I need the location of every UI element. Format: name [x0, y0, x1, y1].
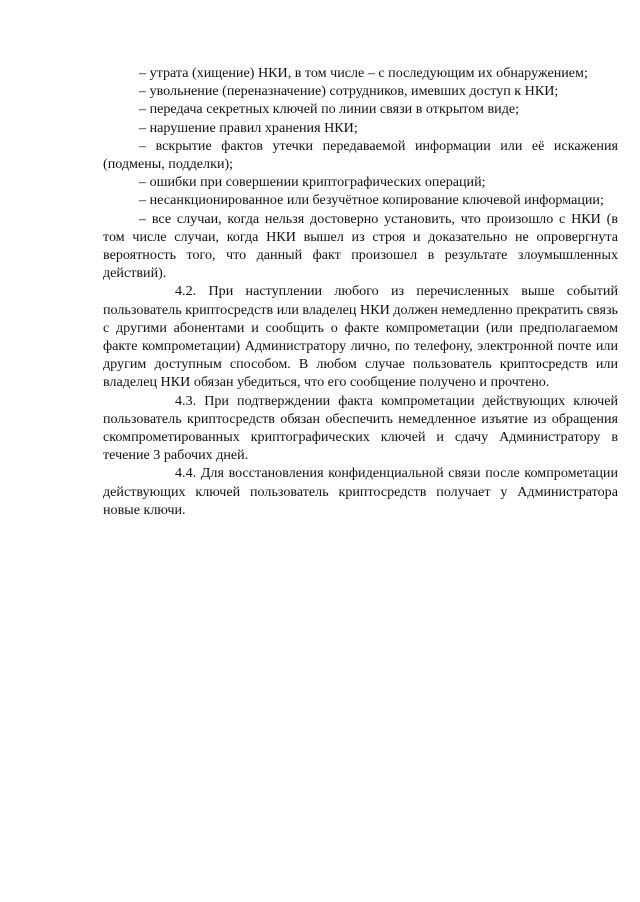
compromise-events-list: [103, 64, 618, 282]
list-item: – нарушение правил хранения НКИ;: [139, 119, 358, 136]
section-number: 4.3.: [175, 392, 197, 409]
list-item: – ошибки при совершении криптографических операций;: [139, 174, 486, 191]
section-text: При подтверждении факта компрометации действующих ключей пользователь криптосредств обязан обеспечить немедленное изъятие из обращения скомпрометированных криптографических ключей и сдачу Администратору в течение 3 рабочих дней.: [103, 392, 618, 464]
document-page: [103, 64, 618, 519]
section-number: 4.2.: [175, 283, 197, 300]
list-item: – утрата (хищение) НКИ, в том числе – с последующим их обнаружением;: [139, 65, 588, 81]
section-4-4: [103, 464, 618, 519]
section-text: Для восстановления конфиденциальной связи после компрометации действующих ключей пользователь криптосредств получает у Администратора новые ключи.: [103, 465, 618, 518]
section-number: 4.4.: [175, 465, 197, 482]
section-text: При наступлении любого из перечисленных выше событий пользователь криптосредств или владелец НКИ должен немедленно прекратить связь с другими абонентами и сообщить о факте компрометации (или предполагаемом факте компрометации) Администратору лично, по телефону, электронной почте или другим доступным способом. В любом случае пользователь криптосредств или владелец НКИ обязан убедиться, что его сообщение получено и прочтено.: [103, 283, 618, 391]
list-item: – все случаи, когда нельзя достоверно установить, что произошло с НКИ (в том числе случаи, когда НКИ вышел из строя и доказательно не опровергнута вероятность того, что данный факт произошел в результате злоумышленных действий).: [103, 210, 618, 282]
list-item: – увольнение (переназначение) сотрудников, имевших доступ к НКИ;: [139, 83, 559, 100]
section-4-2: [103, 282, 618, 391]
list-item: – передача секретных ключей по линии связи в открытом виде;: [139, 101, 520, 118]
section-4-3: [103, 392, 618, 465]
list-item: – несанкционированное или безучётное копирование ключевой информации;: [139, 192, 604, 209]
list-item: – вскрытие фактов утечки передаваемой информации или её искажения (подмены, подделки);: [103, 137, 618, 173]
